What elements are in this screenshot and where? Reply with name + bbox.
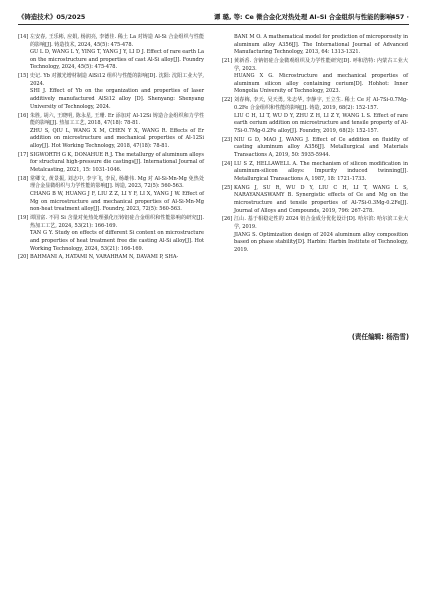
reference-text: 左安春, 王乐彬, 应娟, 杨润亮, 李德佳. 稀土 La 对铸造 Al-Si 合金组织与性能的影响[J]. 铸造技术, 2024, 45(5): 475-478. — [30, 34, 204, 48]
reference-english-text: SHI J. Effect of Yb on the organization and properties of laser additively manufactured AlSi12 alloy [D]. Shenyang: Shenyang University of Technology, 2024. — [30, 88, 204, 110]
reference-number: [22] — [222, 97, 233, 104]
reference-text: 朱胜, 胡六, 王晓明, 陈永星, 王珊. Er 添加对 Al-12Si 铸造合金组织和力学性能的影响[J]. 热加工工艺, 2018, 47(18): 78-81. — [30, 112, 204, 127]
reference-item — [222, 161, 408, 184]
reference-number: [15] — [18, 73, 29, 80]
reference-number: [20] — [18, 254, 29, 261]
article-running-title: 谭 璐, 等: Ce 微合金化对热处理 Al–Si 合金组织与性能的影响 — [214, 13, 393, 21]
reference-item — [18, 113, 204, 151]
reference-english-text: ZHU S, QIU L, WANG X M, CHEN Y X, WANG R. Effects of Er addition on microstructure and mechanical properties of Al-12Si alloy[J]. Hot Working Technology, 2018, 47(18): 78-81. — [30, 127, 204, 149]
reference-number: [25] — [222, 184, 233, 191]
reference-number: [21] — [222, 58, 233, 65]
reference-text: 江山. 基于相稳定性的 2024 铝合金成分优化设计[D]. 哈尔滨: 哈尔滨工业大学, 2019. — [234, 216, 408, 231]
reference-number: [19] — [18, 215, 29, 222]
reference-text: 常卿文, 黄景振, 刘志中, 李宇飞, 李民, 杨雄伟. Mg 对 Al-Si-Mn-Mg 免热处理合金显微组织与力学性能的影响[J]. 铸造, 2023, 72(5): 560-563. — [30, 175, 204, 190]
reference-number: [23] — [222, 136, 233, 143]
reference-item — [222, 58, 408, 96]
reference-item — [222, 97, 408, 135]
reference-number: [17] — [18, 151, 29, 158]
reference-number: [24] — [222, 160, 233, 167]
reference-english-text: HUANG X G. Microstructure and mechanical properties of aluminum silicon alloy containing cerium[D]. Hohhot: Inner Mongolia University of Technology, 2023. — [234, 73, 408, 95]
reference-text: 史记. Yb 对激光增材制造 AlSi12 组织与性能的影响[D]. 沈阳: 沈阳工业大学, 2024. — [30, 73, 204, 87]
reference-item — [222, 216, 408, 254]
reference-text: KANG J, SU R, WU D Y, LIU C H, LI T, WANG L S, NARAYANASWAMY B. Synergistic effects of Ce and Mg on the microstructure and tensile properties of Al-7Si-0.3Mg-0.2Fe[J]. Journal of Alloys and Compounds, 2019, 796: 267-278. — [234, 184, 408, 214]
reference-text: SIGWORTH G K, DONAHUE R J. The metallurgy of aluminum alloys for structural high-pressure die castings[J]. International Journal of Metalcasting, 2021, 15: 1031-1046. — [30, 151, 204, 173]
reference-english-text: CHANG B W, HUANG J F, LIU Z Z, LI Y F, LI X, YANG J W. Effect of Mg on microstructure and mechanical properties of Al-Si-Mn-Mg non-heat treatment alloy[J]. Foundry, 2023, 72(5): 560-563. — [30, 191, 204, 213]
reference-text: 谭国富. 不同 Si 含量对免热处理强化压铸铝硅合金组织和性能影响的研究[J]. 热加工工艺, 2024, 53(21): 166-169. — [30, 215, 204, 229]
page-number: · 457 · — [386, 13, 409, 21]
references-left-column — [18, 34, 204, 263]
reference-text: 刘春梅, 李天, 吴天勇, 朱志华, 李静宇, 王立生. 稀土 Ce 对 Al-7Si-0.7Mg-0.2Fe 合金组织和性能的影响[J]. 铸造, 2019, 68(2): 152-157. — [234, 97, 408, 111]
reference-text: BANI M O. A mathematical model for prediction of microporosity in aluminum alloy A356[J]. The International Journal of Advanced Manufacturing Technology, 2013, 64: 1313-1321. — [234, 34, 408, 56]
responsible-editor: (责任编辑: 杨浩雪) — [351, 333, 409, 341]
reference-item — [18, 176, 204, 214]
reference-text: LU S Z, HELLAWELL A. The mechanism of silicon modification in aluminum-silicon alloys: Impurity induced twinning[J]. Metallurgical Transactions A, 1987, 18: 1721-1733. — [234, 160, 408, 182]
reference-item — [18, 215, 204, 253]
reference-item — [18, 152, 204, 175]
reference-number: [16] — [18, 112, 29, 119]
reference-english-text: TAN G Y. Study on effects of different Si content on microstructure and properties of heat treatment free die casting Al-Si alloy[J]. Hot Working Technology, 2024, 53(21): 166-169. — [30, 230, 204, 252]
journal-name: 《铸造技术》05/2025 — [18, 13, 86, 21]
reference-item — [222, 34, 408, 57]
reference-item — [18, 73, 204, 111]
reference-number — [222, 34, 234, 57]
reference-english-text: GU L D, WANG L Y, YING T, YANG J Y, LI D J. Effect of rare earth La on the microstructure and properties of cast Al-Si alloy[J]. Foundry Technology, 2024, 45(5): 475-478. — [30, 49, 204, 71]
reference-number: [14] — [18, 34, 29, 40]
reference-item — [18, 254, 204, 262]
reference-item — [18, 34, 204, 72]
reference-text: NIU G D, MAO J, WANG J. Effect of Ce addition on fluidity of casting aluminum alloy A356[J]. Metallurgical and Materials Transactions A, 2019, 50: 5935-5944. — [234, 136, 408, 158]
reference-english-text: JIANG S. Optimization design of 2024 aluminum alloy composition based on phase stability[D]. Harbin: Harbin Institute of Technology, 2019. — [234, 231, 408, 253]
reference-text: 黄新香. 含钠铝硅合金微观组织及力学性能研究[D]. 呼和浩特: 内蒙古工业大学, 2023. — [234, 58, 408, 72]
references-right-column — [222, 34, 408, 256]
reference-number: [18] — [18, 175, 29, 182]
reference-english-text: LIU C H, LI T, WU D Y, ZHU Z H, LI Z Y, WANG L S. Effect of rare earth cerium addition on microstructure and tensile property of Al-7Si-0.7Mg-0.2Fe alloy[J]. Foundry, 2019, 68(2): 152-157. — [234, 112, 408, 134]
reference-number: [26] — [222, 216, 233, 223]
running-header — [18, 10, 409, 25]
reference-item — [222, 185, 408, 215]
reference-item — [222, 137, 408, 160]
reference-text: BAHMANI A, HATAMI N, VARAHRAM N, DAVAMI P, SHA- — [30, 254, 179, 261]
